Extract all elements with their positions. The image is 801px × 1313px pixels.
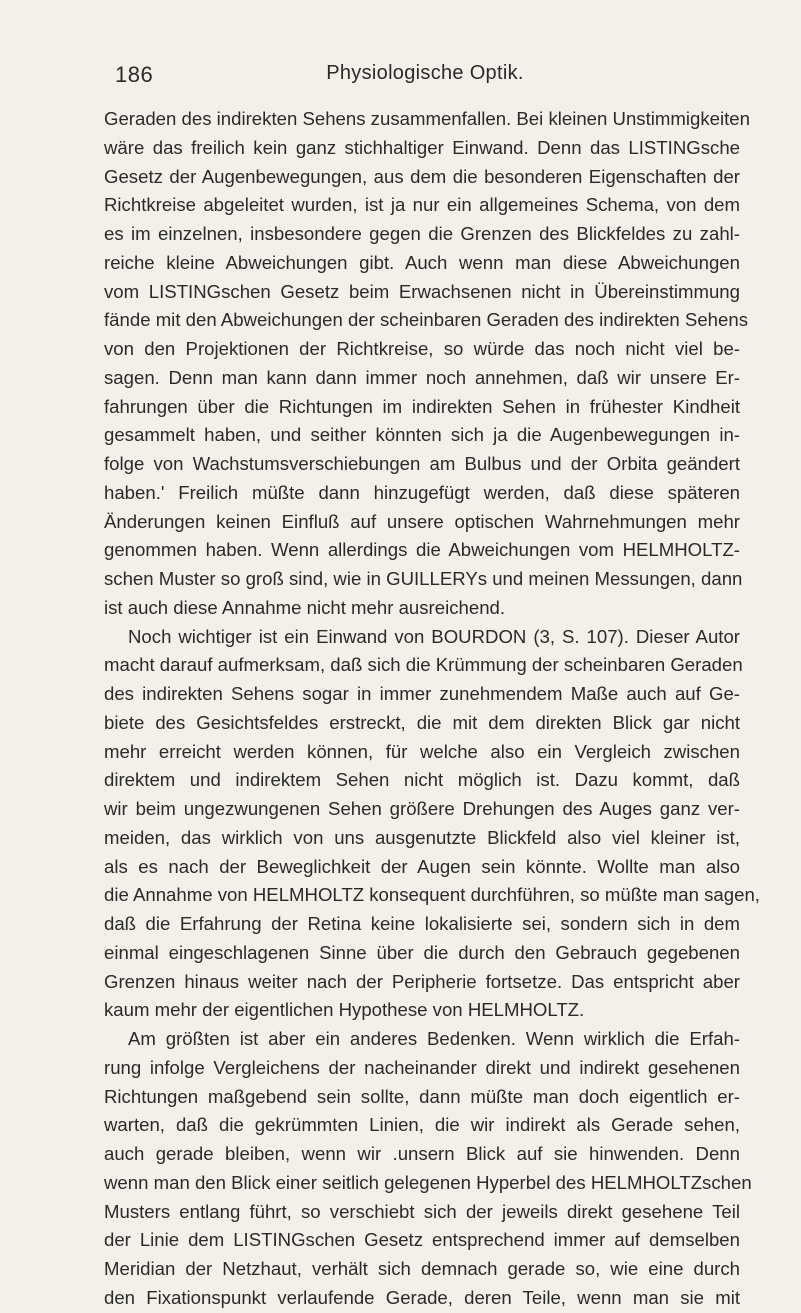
text-line: des indirekten Sehens sogar in immer zunehmendem Maße auch auf Ge- bbox=[104, 683, 740, 704]
text-line: meiden, das wirklich von uns ausgenutzte Blickfeld also viel kleiner ist, bbox=[104, 826, 740, 848]
text-line: als es nach der Beweglichkeit der Augen sein könnte. Wollte man also bbox=[104, 855, 740, 877]
body-text bbox=[104, 105, 760, 1313]
text-line: genommen haben. Wenn allerdings die Abweichungen vom HELMHOLTZ- bbox=[104, 539, 740, 561]
page-number: 186 bbox=[115, 62, 154, 87]
text-line: auch gerade bleiben, wenn wir .unsern Blick auf sie hinwenden. Denn bbox=[104, 1143, 740, 1164]
text-line: direktem und indirektem Sehen nicht möglich ist. Dazu kommt, daß bbox=[104, 769, 740, 791]
text-line: fahrungen über die Richtungen im indirekten Sehen in frühester Kindheit bbox=[104, 395, 740, 417]
text-line: von den Projektionen der Richtkreise, so würde das noch nicht viel be- bbox=[104, 338, 740, 359]
text-line: Meridian der Netzhaut, verhält sich demnach gerade so, wie eine durch bbox=[104, 1258, 740, 1279]
paragraph-start-line: Am größten ist aber ein anderes Bedenken. Wenn wirklich die Erfah- bbox=[128, 1028, 740, 1049]
text-line: es im einzelnen, insbesondere gegen die Grenzen des Blickfeldes zu zahl- bbox=[104, 223, 740, 244]
paragraph-start-line: Noch wichtiger ist ein Einwand von BOURDON (3, S. 107). Dieser Autor bbox=[128, 625, 740, 647]
text-line: sagen. Denn man kann dann immer noch annehmen, daß wir unsere Er- bbox=[104, 366, 740, 388]
text-line: Richtkreise abgeleitet wurden, ist ja nur ein allgemeines Schema, von dem bbox=[104, 194, 740, 216]
text-line: reiche kleine Abweichungen gibt. Auch wenn man diese Abweichungen bbox=[104, 251, 740, 273]
text-line: folge von Wachstumsverschiebungen am Bulbus und der Orbita geändert bbox=[104, 453, 740, 474]
text-line: wenn man den Blick einer seitlich gelegenen Hyperbel des HELMHOLTZschen bbox=[104, 1171, 752, 1193]
text-line: der Linie dem LISTINGschen Gesetz entsprechend immer auf demselben bbox=[104, 1229, 740, 1251]
text-line: warten, daß die gekrümmten Linien, die wir indirekt als Gerade sehen, bbox=[104, 1114, 740, 1136]
paragraph-end-line: ist auch diese Annahme nicht mehr ausreichend. bbox=[104, 596, 506, 618]
text-line: die Annahme von HELMHOLTZ konsequent durchführen, so müßte man sagen, bbox=[104, 884, 760, 906]
text-line: Richtungen maßgebend sein sollte, dann müßte man doch eigentlich er- bbox=[104, 1085, 740, 1107]
running-head: Physiologische Optik. bbox=[326, 62, 524, 84]
text-line: biete des Gesichtsfeldes erstreckt, die mit dem direkten Blick gar nicht bbox=[104, 711, 740, 733]
text-line: wäre das freilich kein ganz stichhaltiger Einwand. Denn das LISTINGsche bbox=[104, 136, 740, 158]
page-header bbox=[115, 62, 735, 92]
text-line: gesammelt haben, und seither könnten sich ja die Augenbewegungen in- bbox=[104, 424, 740, 446]
paragraph-end-line: kaum mehr der eigentlichen Hypothese von HELMHOLTZ. bbox=[104, 999, 585, 1021]
text-line: Musters entlang führt, so verschiebt sich der jeweils direkt gesehene Teil bbox=[104, 1200, 740, 1222]
text-line: macht darauf aufmerksam, daß sich die Krümmung der scheinbaren Geraden bbox=[104, 654, 743, 676]
text-line: wir beim ungezwungenen Sehen größere Drehungen des Auges ganz ver- bbox=[104, 798, 740, 819]
text-line: den Fixationspunkt verlaufende Gerade, deren Teile, wenn man sie mit bbox=[104, 1286, 740, 1308]
text-line: einmal eingeschlagenen Sinne über die durch den Gebrauch gegebenen bbox=[104, 941, 740, 963]
text-line: daß die Erfahrung der Retina keine lokalisierte sei, sondern sich in dem bbox=[104, 913, 740, 934]
text-line: rung infolge Vergleichens der nacheinander direkt und indirekt gesehenen bbox=[104, 1056, 740, 1078]
text-line: Grenzen hinaus weiter nach der Peripherie fortsetze. Das entspricht aber bbox=[104, 970, 740, 992]
text-line: Änderungen keinen Einfluß auf unsere optischen Wahrnehmungen mehr bbox=[104, 510, 740, 532]
text-line: fände mit den Abweichungen der scheinbaren Geraden des indirekten Sehens bbox=[104, 309, 748, 331]
text-line: schen Muster so groß sind, wie in GUILLERYs und meinen Messungen, dann bbox=[104, 568, 743, 589]
text-line: mehr erreicht werden können, für welche also ein Vergleich zwischen bbox=[104, 740, 740, 762]
text-line: Geraden des indirekten Sehens zusammenfallen. Bei kleinen Unstimmigkeiten bbox=[104, 108, 750, 129]
text-line: Gesetz der Augenbewegungen, aus dem die besonderen Eigenschaften der bbox=[104, 165, 740, 187]
text-line: haben.' Freilich müßte dann hinzugefügt werden, daß diese späteren bbox=[104, 481, 740, 503]
text-line: vom LISTINGschen Gesetz beim Erwachsenen nicht in Übereinstimmung bbox=[104, 280, 740, 302]
